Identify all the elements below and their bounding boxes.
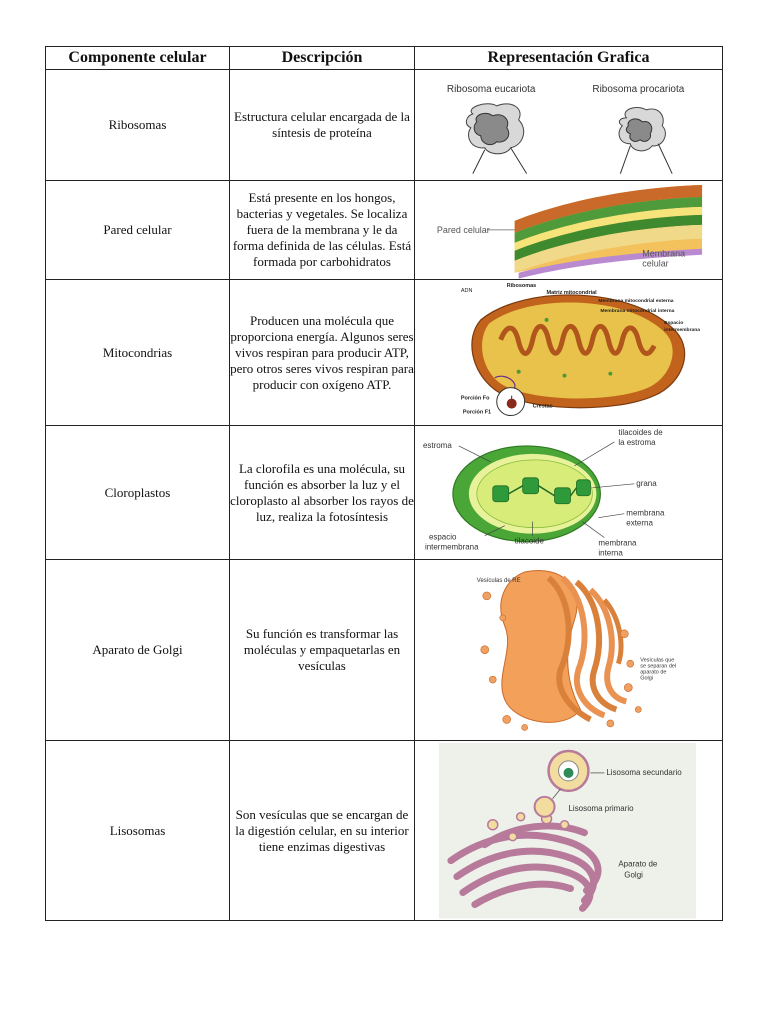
component-description: Producen una molécula que proporciona energía. Algunos seres vivos respiran para producir ATP, pero otros seres vivos respiran para producir con oxígeno ATP. — [230, 280, 415, 426]
label-stroma-thylakoids-2: la estroma — [618, 437, 656, 447]
label-membrane-cell: celular — [642, 258, 669, 269]
table-row — [46, 560, 723, 740]
label-ribosome-prokaryote: Ribosoma procariota — [592, 83, 685, 95]
eukaryote-ribosome-shape — [466, 104, 526, 174]
label-cell-wall: Pared celular — [436, 224, 490, 235]
label-cristae: Crestas — [532, 403, 553, 410]
label-membrane: Membrana — [642, 248, 686, 259]
label-inner-membrane: membrana — [598, 538, 637, 548]
label-golgi-vesicles-2: se separan del — [640, 664, 677, 671]
component-name: Pared celular — [46, 180, 230, 280]
header-graphic: Representación Grafica — [415, 47, 723, 70]
component-description: Está presente en los hongos, bacterias y vegetales. Se localiza fuera de la membrana y le da forma definida de las células. Está formada por carbohidratos — [230, 180, 415, 280]
ribosome-illustration — [415, 70, 723, 181]
component-name: Cloroplastos — [46, 425, 230, 560]
label-ribosomes: Ribosomas — [506, 283, 537, 290]
mitochondria-illustration — [415, 280, 723, 426]
component-name: Ribosomas — [46, 70, 230, 181]
label-matrix: Matriz mitocondrial — [546, 290, 597, 297]
label-stroma: estroma — [422, 440, 452, 450]
label-primary-lysosome: Lisosoma primario — [568, 803, 634, 813]
component-description: Estructura celular encargada de la síntesis de proteína — [230, 70, 415, 181]
label-golgi-vesicles-3: aparato de — [640, 670, 667, 677]
chloroplast-illustration — [415, 425, 723, 560]
cell-components-table — [45, 46, 723, 921]
header-component: Componente celular — [46, 47, 230, 70]
label-outer-membrane-2: externa — [626, 518, 653, 528]
component-name: Aparato de Golgi — [46, 560, 230, 740]
table-row — [46, 70, 723, 181]
prokaryote-ribosome-shape — [619, 107, 672, 173]
lysosome-illustration — [415, 740, 723, 920]
label-dna: ADN — [460, 288, 473, 295]
table-row — [46, 425, 723, 560]
label-grana: grana — [636, 478, 657, 488]
label-er-vesicles: Vesículas de RE — [476, 578, 521, 585]
label-portion-fo: Porción Fo — [460, 395, 490, 402]
golgi-illustration — [415, 560, 723, 740]
table-row — [46, 280, 723, 426]
label-golgi-apparatus-2: Golgi — [624, 870, 643, 880]
header-row — [46, 47, 723, 70]
label-golgi-vesicles-1: Vesículas que — [640, 658, 675, 665]
golgi-stack-shape — [501, 571, 627, 723]
component-name: Mitocondrias — [46, 280, 230, 426]
label-secondary-lysosome: Lisosoma secundario — [606, 767, 682, 777]
label-golgi-apparatus: Aparato de — [618, 859, 658, 869]
label-ribosome-eukaryote: Ribosoma eucariota — [446, 83, 536, 95]
label-golgi-vesicles-4: Golgi — [640, 675, 654, 682]
label-intermembrane-space-2: intermembrana — [664, 327, 701, 334]
component-name: Lisosomas — [46, 740, 230, 920]
label-stroma-thylakoids: tilacoides de — [618, 427, 663, 437]
label-portion-f1: Porción F1 — [462, 409, 492, 416]
header-description: Descripción — [230, 47, 415, 70]
label-inner-membrane-2: interna — [598, 548, 623, 558]
component-description: Son vesículas que se encargan de la digestión celular, en su interior tiene enzimas digestivas — [230, 740, 415, 920]
component-description: Su función es transformar las moléculas y empaquetarlas en vesículas — [230, 560, 415, 740]
label-intermembrane-space-2: intermembrana — [424, 542, 479, 552]
label-intermembrane-space: espacio — [428, 532, 457, 542]
cell-wall-layers — [515, 185, 702, 279]
component-description: La clorofila es una molécula, su función es absorber la luz y el cloroplasto al absorber los rayos de luz, realiza la fotosíntesis — [230, 425, 415, 560]
label-thylakoid: tilacoide — [514, 536, 544, 546]
label-outer-membrane: membrana — [626, 508, 665, 518]
label-inner-membrane: Membrana mitocondrial interna — [600, 308, 675, 315]
chloroplast-shape — [453, 446, 601, 542]
primary-lysosome — [535, 797, 555, 817]
table-row — [46, 740, 723, 920]
label-outer-membrane: Membrana mitocondrial externa — [598, 298, 674, 305]
table-row — [46, 180, 723, 280]
label-intermembrane-space: Espacio — [664, 320, 684, 327]
cell-wall-illustration — [415, 180, 723, 280]
